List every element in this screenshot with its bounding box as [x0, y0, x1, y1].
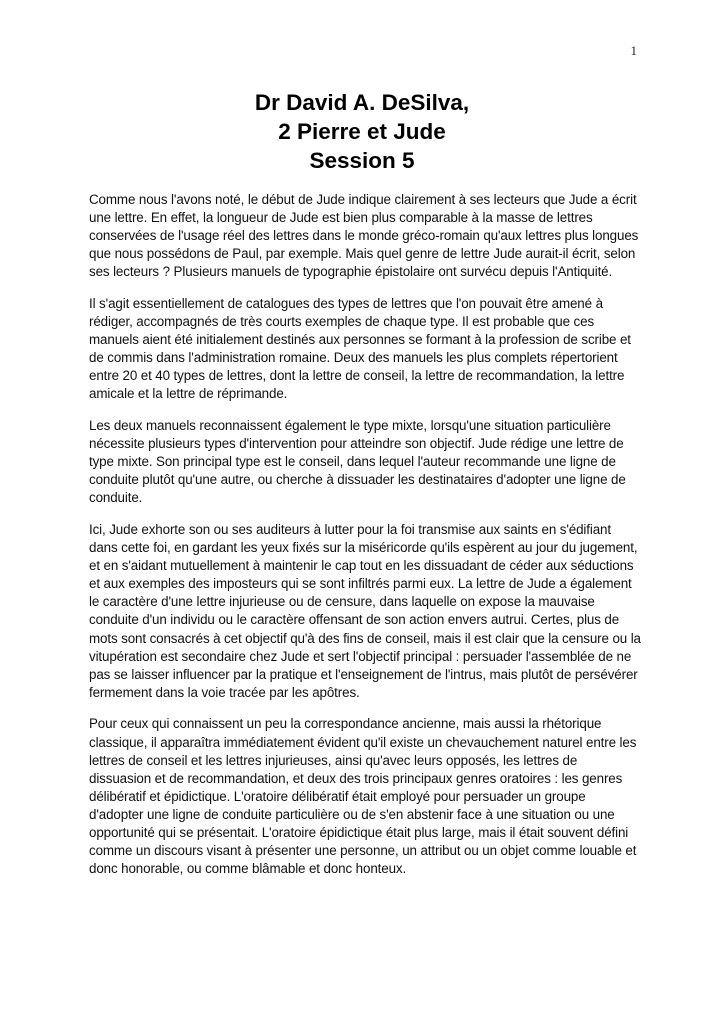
paragraph-3: Les deux manuels reconnaissent également le type mixte, lorsqu'une situation particulière nécessite plusieurs types d'intervention pour atteindre son objectif. Jude rédige une lettre de type mixte. Son principal type est le conseil, dans lequel l'auteur recommande une ligne de conduite plutôt qu'une autre, ou cherche à dissuader les destinataires d'adopter une ligne de conduite. [89, 418, 626, 506]
paragraph-2: Il s'agit essentiellement de catalogues des types de lettres que l'on pouvait être amené à rédiger, accompagnés de très courts exemples de chaque type. Il est probable que ces manuels aient été initialement destinés aux personnes se formant à la profession de scribe et de commis dans l'administration romaine. Deux des manuels les plus complets répertorient entre 20 et 40 types de lettres, dont la lettre de conseil, la lettre de recommandation, la lettre amicale et la lettre de réprimande. [89, 295, 631, 402]
paragraph-1: Comme nous l'avons noté, le début de Jude indique clairement à ses lecteurs que Jude a écrit une lettre. En effet, la longueur de Jude est bien plus comparable à la masse de lettres conservées de l'usage réel des lettres dans le monde gréco-romain qu'aux lettres plus longues que nous possédons de Paul, par exemple. Mais quel genre de lettre Jude aurait-il écrit, selon ses lecteurs ? Plusieurs manuels de typographie épistolaire ont survécu depuis l'Antiquité. [89, 192, 639, 280]
paragraph-5: Pour ceux qui connaissent un peu la correspondance ancienne, mais aussi la rhétorique classique, il apparaîtra immédiatement évident qu'il existe un chevauchement naturel entre les lettres de conseil et les lettres injurieuses, ainsi qu'avec leurs opposés, les lettres de dissuasion et de recommandation, et deux des trois principaux genres oratoires : les genres délibératif et épidictique. L'oratoire délibératif était employé pour persuader un groupe d'adopter une ligne de conduite particulière ou de s'en abstenir face à une situation ou une opportunité qui se présentait. L'oratoire épidictique était plus large, mais il était souvent défini comme un discours visant à présenter une personne, un attribut ou un objet comme louable et donc honorable, ou comme blâmable et donc honteux. [89, 716, 637, 877]
paragraph-4: Ici, Jude exhorte son ou ses auditeurs à lutter pour la foi transmise aux saints en s'édifiant dans cette foi, en gardant les yeux fixés sur la miséricorde qu'ils espèrent au jour du jugement, et en s'aidant mutuellement à maintenir le cap tout en les dissuadant de céder aux séductions et aux exemples des imposteurs qui se sont infiltrés parmi eux. La lettre de Jude a également le caractère d'une lettre injurieuse ou de censure, dans laquelle on expose la mauvaise conduite d'un individu ou le caractère offensant de son action envers autrui. Certes, plus de mots sont consacrés à cet objectif qu'à des fins de conseil, mais il est clair que la censure ou la vitupération est secondaire chez Jude et sert l'objectif principal : persuader l'assemblée de ne pas se laisser influencer par la pratique et l'enseignement de l'intrus, mais plutôt de persévérer fermement dans la voie tracée par les apôtres. [89, 522, 641, 700]
document-title [0, 88, 724, 175]
title-line-session: Session 5 [309, 148, 415, 173]
title-line-author: Dr David A. DeSilva, [254, 90, 470, 115]
title-line-book: 2 Pierre et Jude [278, 119, 446, 144]
page-number: 1 [630, 43, 637, 58]
document-body [89, 191, 641, 892]
